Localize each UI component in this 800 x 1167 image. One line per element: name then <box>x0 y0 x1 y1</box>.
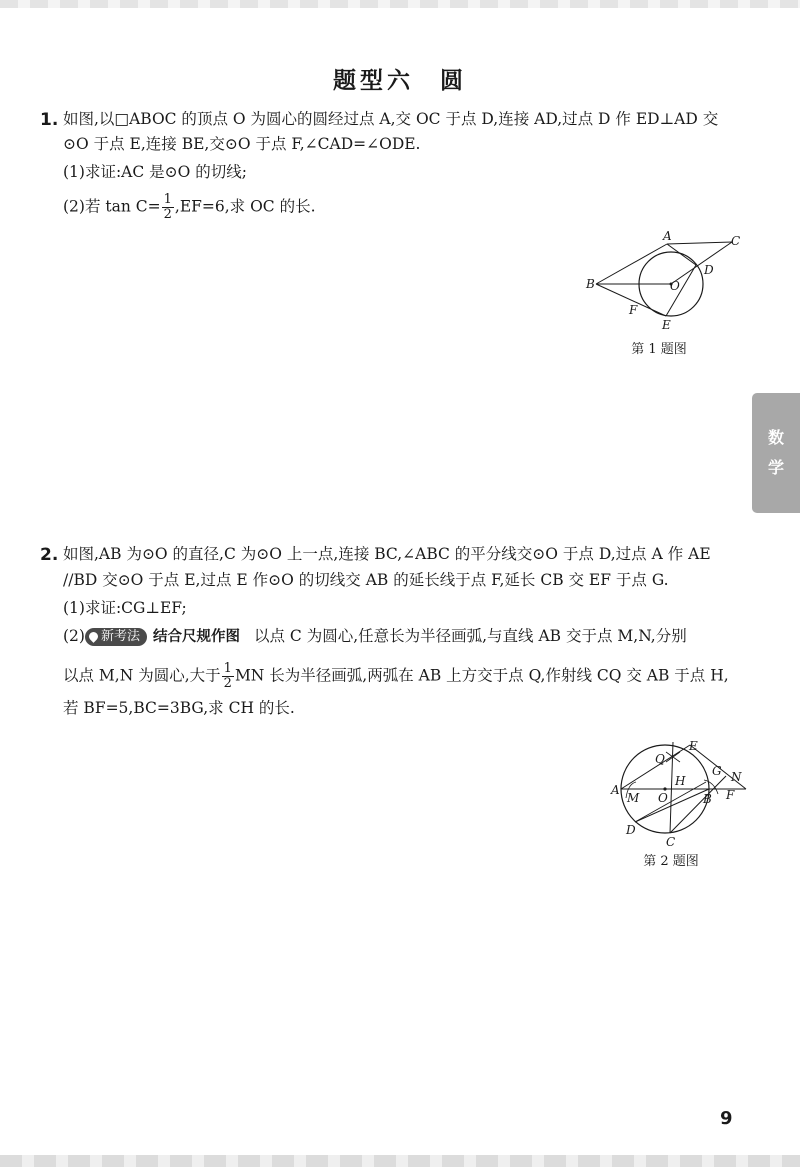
question-2-line5 <box>63 662 729 691</box>
question-2-line1: 如图,AB 为⊙O 的直径,C 为⊙O 上一点,连接 BC,∠ABC 的平分线交⊙O 于点 D,过点 A 作 AE <box>63 545 711 563</box>
question-2-line2: //BD 交⊙O 于点 E,过点 E 作⊙O 的切线交 AB 的延长线于点 F,延长 CB 交 EF 于点 G. <box>63 571 669 589</box>
figure-2-diagram <box>600 728 760 850</box>
label-f: F <box>726 788 735 802</box>
segment-oc <box>671 242 732 284</box>
subject-side-tab <box>752 393 800 513</box>
label-d: D <box>704 263 714 277</box>
label-b: B <box>586 277 595 291</box>
location-pin-icon <box>87 630 100 643</box>
question-2-number: 2. <box>40 545 59 565</box>
question-1-line2: ⊙O 于点 E,连接 BE,交⊙O 于点 F,∠CAD=∠ODE. <box>63 135 421 153</box>
label-m: M <box>627 791 640 805</box>
question-2-line5-prefix: 以点 M,N 为圆心,大于 <box>63 666 221 685</box>
fraction-numerator: 1 <box>163 192 172 207</box>
label-b: B <box>703 792 712 806</box>
question-1-part2-suffix: ,EF=6,求 OC 的长. <box>174 197 316 216</box>
question-1-line1: 如图,以□ABOC 的顶点 O 为圆心的圆经过点 A,交 OC 于点 D,连接 AD,过点 D 作 ED⊥AD 交 <box>63 110 719 128</box>
fraction-one-half <box>222 662 234 691</box>
fraction-numerator: 1 <box>223 661 232 676</box>
segment-bd <box>635 789 709 822</box>
question-2-line5-suffix: MN 长为半径画弧,两弧在 AB 上方交于点 Q,作射线 CQ 交 AB 于点 H, <box>234 666 729 685</box>
question-1-part2-prefix: (2)若 tan C= <box>63 197 161 216</box>
label-n: N <box>731 770 742 784</box>
label-g: G <box>712 764 722 778</box>
scan-edge-bottom <box>0 1155 800 1167</box>
page-title <box>0 62 800 95</box>
segment-ba <box>596 244 667 284</box>
label-d: D <box>626 823 636 837</box>
side-tab-char1: 数 <box>767 428 784 447</box>
label-e: E <box>662 318 671 332</box>
fraction-denominator: 2 <box>223 676 232 691</box>
label-a: A <box>663 229 672 243</box>
label-o: O <box>658 791 668 805</box>
figure-1-diagram <box>580 226 750 338</box>
label-c: C <box>731 234 741 248</box>
question-1-part1: (1)求证:AC 是⊙O 的切线; <box>63 163 248 181</box>
question-1-number: 1. <box>40 110 59 130</box>
badge-label: 新考法 <box>100 629 140 644</box>
label-e: E <box>689 739 698 753</box>
title-topic: 圆 <box>440 68 467 94</box>
segment-ad <box>667 244 696 265</box>
title-section: 题型六 <box>333 68 414 94</box>
segment-ac <box>667 242 732 244</box>
figure-1-caption: 第 1 题图 <box>631 342 687 357</box>
fraction-denominator: 2 <box>163 207 172 222</box>
fraction-one-half <box>162 193 174 222</box>
label-a: A <box>611 783 620 797</box>
side-tab-char2: 学 <box>767 458 784 477</box>
label-o: O <box>670 279 680 293</box>
question-2-line6: 若 BF=5,BC=3BG,求 CH 的长. <box>63 699 295 717</box>
label-f: F <box>629 303 638 317</box>
new-method-badge <box>85 628 147 646</box>
label-c: C <box>666 835 676 849</box>
question-2-part2-prefix: (2) <box>63 627 85 645</box>
question-2-part1: (1)求证:CG⊥EF; <box>63 599 187 617</box>
figure-2-caption: 第 2 题图 <box>643 854 699 869</box>
question-2-part2-text: 以点 C 为圆心,任意长为半径画弧,与直线 AB 交于点 M,N,分别 <box>253 627 687 645</box>
method-label: 结合尺规作图 <box>152 629 240 645</box>
question-1-part2 <box>63 193 316 222</box>
question-2-part2 <box>63 625 687 648</box>
scan-edge-top <box>0 0 800 8</box>
label-q: Q <box>655 752 665 766</box>
page-number: 9 <box>720 1108 733 1129</box>
label-h: H <box>675 774 686 788</box>
